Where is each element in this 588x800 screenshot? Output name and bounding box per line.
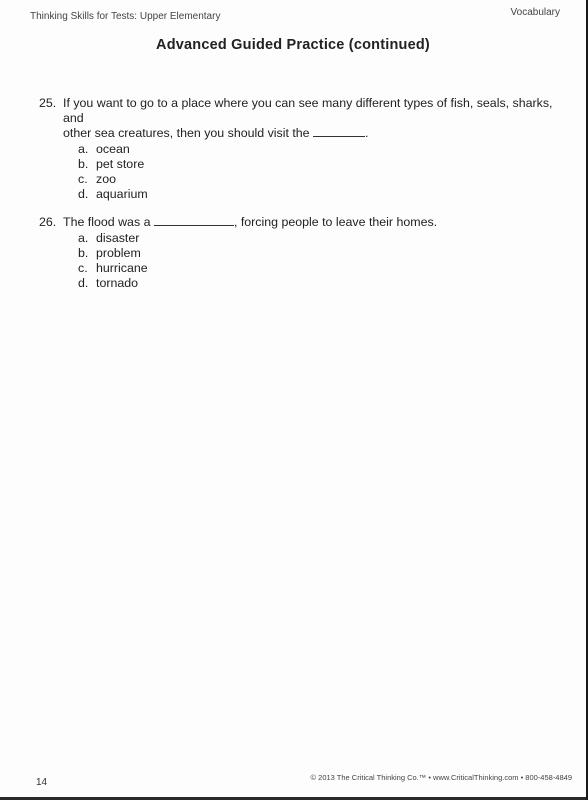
choice-a	[78, 231, 559, 246]
choice-text: problem	[96, 246, 141, 260]
question-text-part: other sea creatures, then you should visit the	[63, 126, 310, 140]
copyright-footer: © 2013 The Critical Thinking Co.™ • www.CriticalThinking.com • 800-458-4849	[310, 773, 572, 782]
choice-b	[78, 246, 559, 261]
question-25	[39, 96, 559, 202]
question-text-part: .	[365, 126, 369, 140]
section-label: Vocabulary	[510, 7, 560, 18]
choice-text: zoo	[96, 172, 116, 186]
question-text	[63, 215, 559, 230]
choice-d	[78, 187, 559, 202]
page-title: Advanced Guided Practice (continued)	[156, 37, 430, 53]
choice-b	[78, 157, 559, 172]
choice-text: hurricane	[96, 261, 148, 275]
book-title: Thinking Skills for Tests: Upper Elementary	[30, 11, 221, 22]
answer-blank	[154, 215, 234, 226]
question-line	[63, 215, 559, 230]
choice-c	[78, 261, 559, 276]
choice-text: ocean	[96, 142, 130, 156]
question-line	[63, 126, 559, 141]
choice-text: pet store	[96, 157, 145, 171]
choice-letter: a.	[78, 142, 89, 156]
choice-letter: c.	[78, 172, 88, 186]
question-number: 25.	[39, 96, 57, 110]
answer-blank	[313, 126, 365, 137]
question-text	[63, 96, 559, 141]
choice-a	[78, 142, 559, 157]
question-text-part: , forcing people to leave their homes.	[233, 215, 438, 229]
choice-letter: b.	[78, 246, 89, 260]
question-26	[39, 215, 559, 291]
question-number: 26.	[39, 215, 57, 229]
choice-letter: c.	[78, 261, 88, 275]
page-number: 14	[36, 777, 48, 788]
choice-letter: b.	[78, 157, 89, 171]
choice-letter: d.	[78, 187, 89, 201]
choice-c	[78, 172, 559, 187]
answer-choices	[78, 142, 559, 202]
choice-letter: a.	[78, 231, 89, 245]
question-text-part: The flood was a	[63, 215, 151, 229]
answer-choices	[78, 231, 559, 291]
choice-text: disaster	[96, 231, 140, 245]
choice-text: aquarium	[96, 187, 148, 201]
choice-d	[78, 276, 559, 291]
question-line: If you want to go to a place where you can see many different types of fish, seals, sharks, and	[63, 96, 553, 125]
choice-text: tornado	[96, 276, 139, 290]
choice-letter: d.	[78, 276, 89, 290]
